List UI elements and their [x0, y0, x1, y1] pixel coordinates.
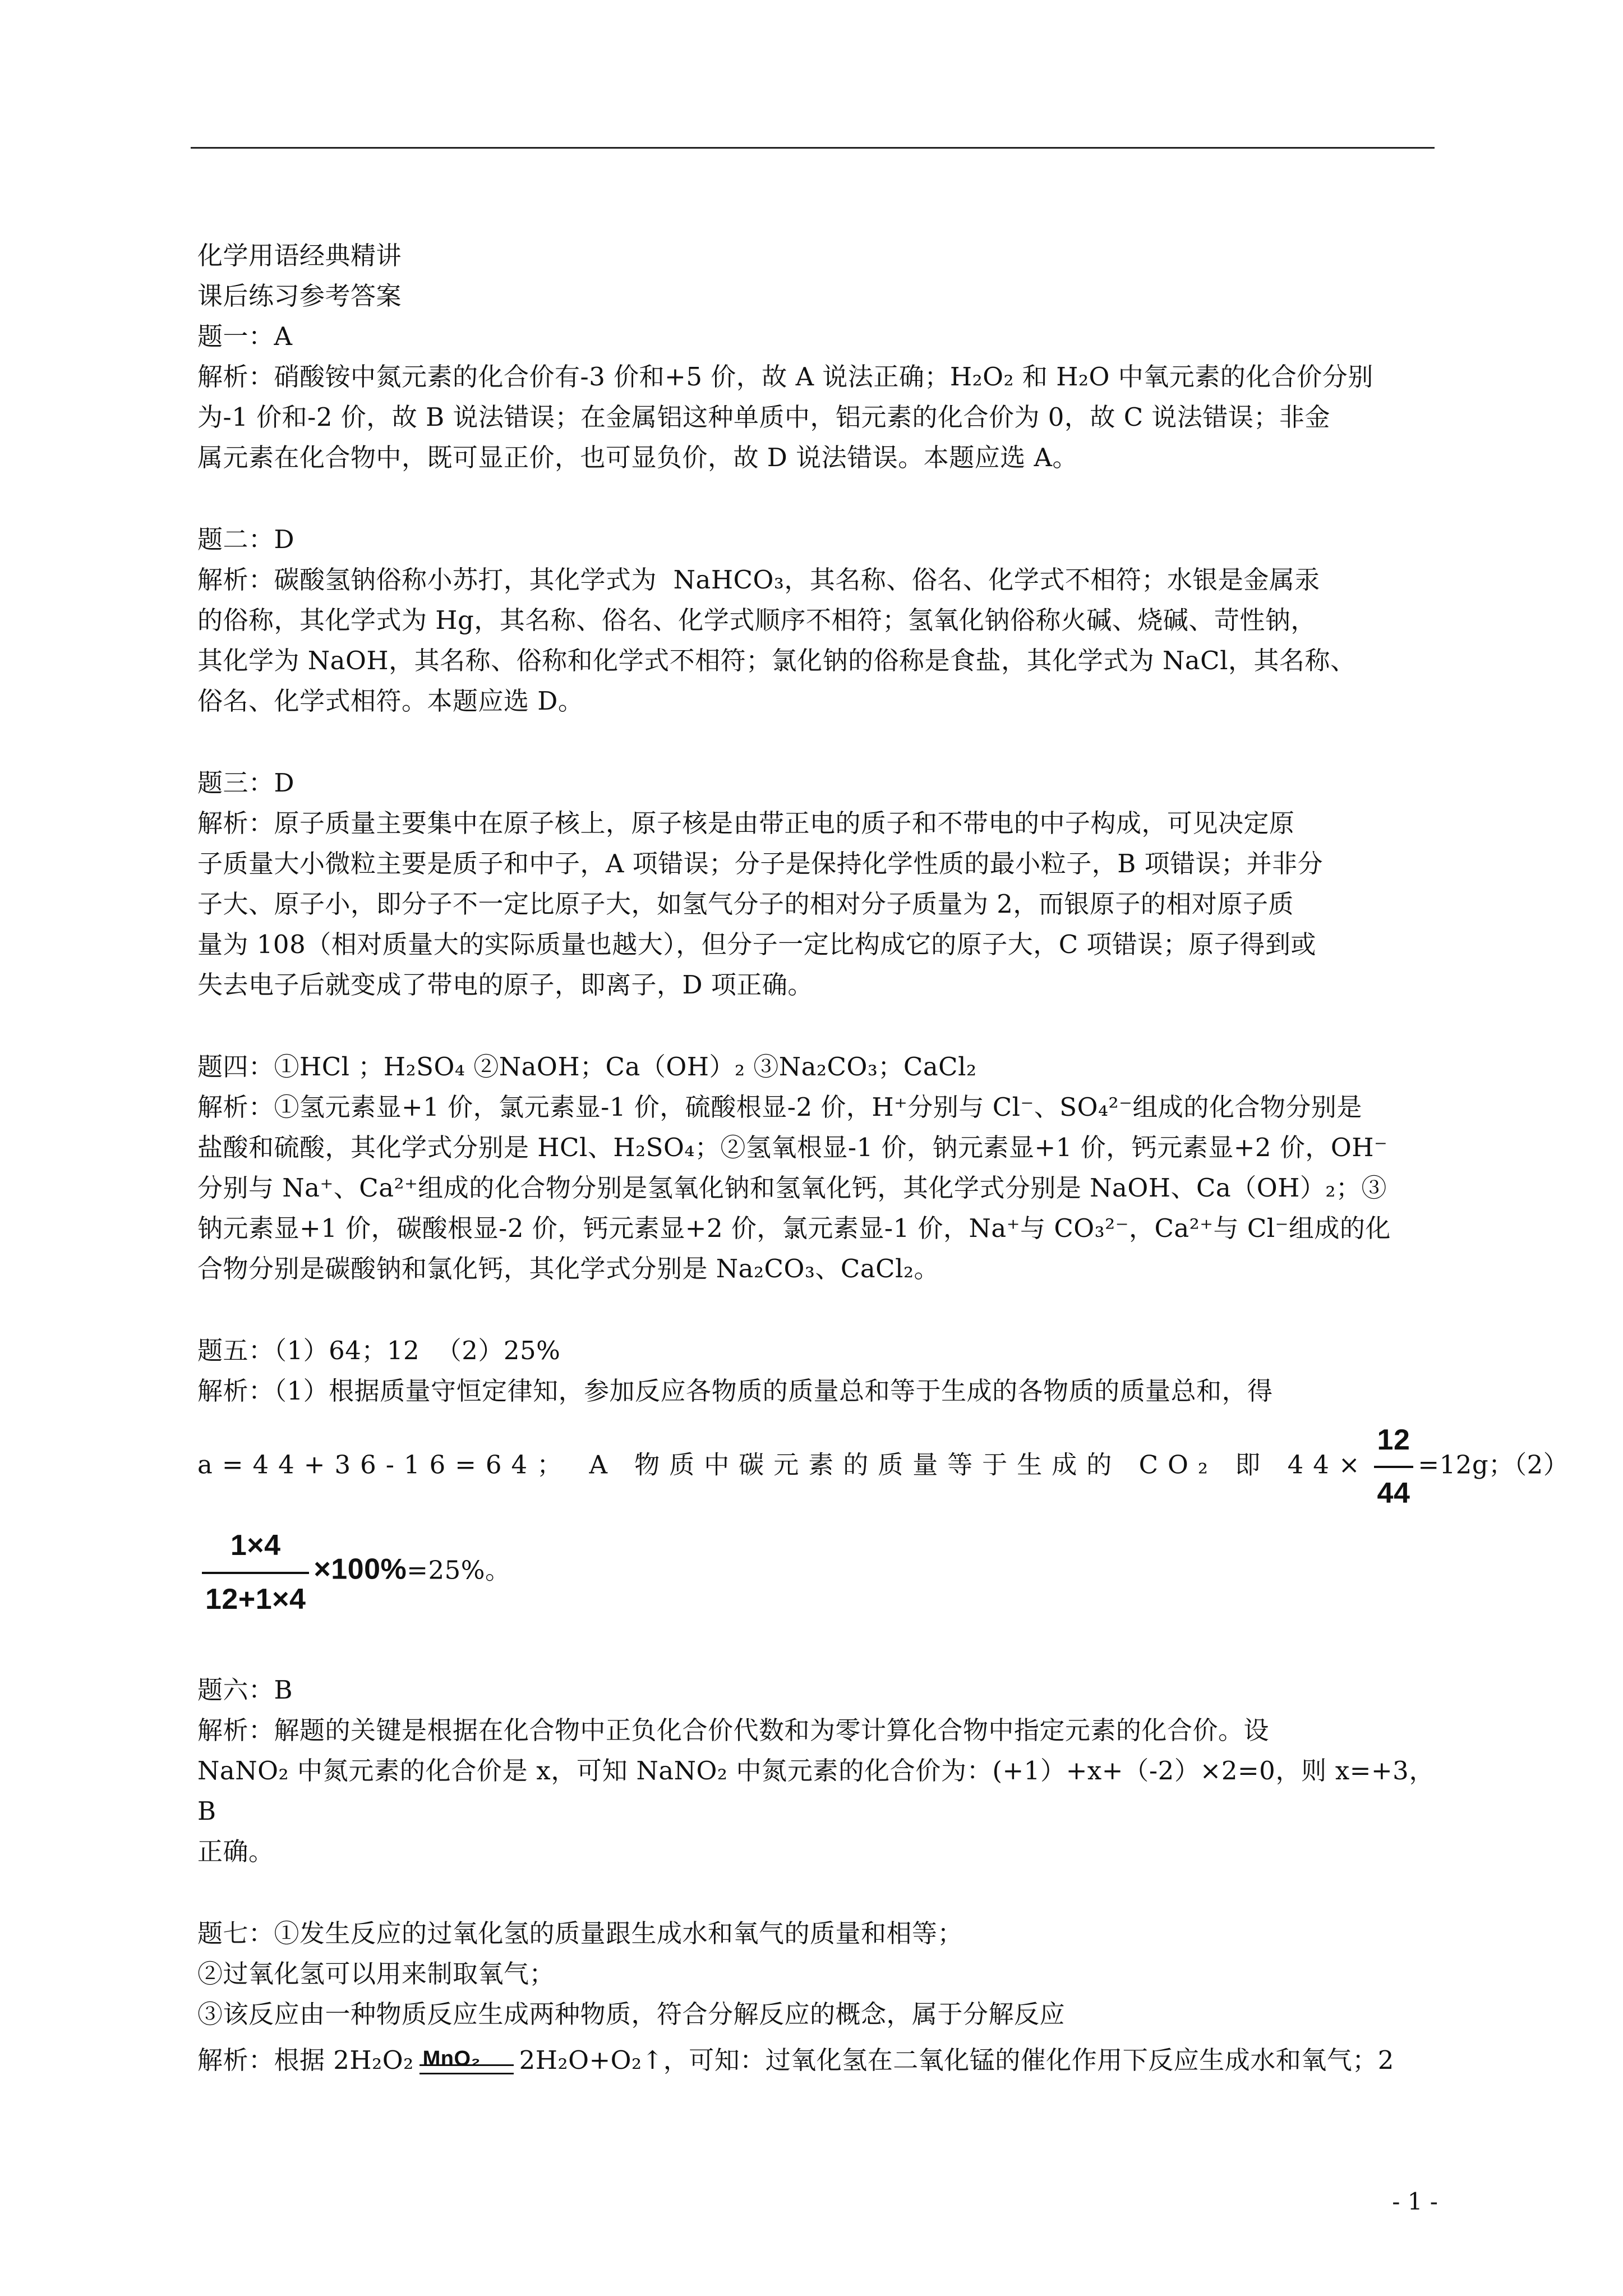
q1-line: 解析：硝酸铵中氮元素的化合价有-3 价和+5 价，故 A 说法正确；H₂O₂ 和 H₂O 中氧元素的化合价分别 [197, 362, 1373, 392]
q1-line: 属元素在化合物中，既可显正价，也可显负价，故 D 说法错误。本题应选 A。 [197, 443, 1078, 472]
q2-line: 俗名、化学式相符。本题应选 D。 [197, 686, 584, 716]
fraction-12-44 [1374, 1417, 1414, 1517]
document-body [197, 236, 1569, 2086]
q6-line: NaNO₂ 中氮元素的化合价是 x，可知 NaNO₂ 中氮元素的化合价为：(+1）+x+（-2）×2=0，则 x=+3，B [197, 1755, 1435, 1826]
q5-answer: 题五：（1）64；12 （2）25% [197, 1336, 561, 1365]
q3-line: 失去电子后就变成了带电的原子，即离子，D 项正确。 [197, 970, 813, 1000]
fraction-denominator: 44 [1377, 1477, 1410, 1510]
header-rule [191, 147, 1435, 149]
q4-line: 钠元素显+1 价，碳酸根显-2 价，钙元素显+2 价，氯元素显-1 价，Na⁺与 CO₃²⁻，Ca²⁺与 Cl⁻组成的化 [197, 1213, 1391, 1243]
q7-analysis-pre: 解析：根据 2H₂O₂ [197, 2045, 414, 2075]
q5-result: =25%。 [407, 1556, 511, 1586]
q6-answer: 题六：B [197, 1674, 293, 1705]
q7-analysis-post: 2H₂O+O₂↑，可知：过氧化氢在二氧化锰的催化作用下反应生成水和氧气；2 [519, 2045, 1394, 2075]
doc-subtitle: 课后练习参考答案 [197, 281, 402, 311]
q7-equation-line [197, 2040, 1435, 2081]
q4-answer: 题四：①HCl ；H₂SO₄ ②NaOH；Ca（OH）₂ ③Na₂CO₃；CaCl₂ [197, 1052, 977, 1082]
q2-answer: 题二：D [197, 524, 295, 554]
q1-line: 为-1 价和-2 价，故 B 说法错误；在金属铝这种单质中，铝元素的化合价为 0，故 C 说法错误；非金 [197, 402, 1330, 432]
reaction-arrow [419, 2045, 514, 2079]
q2-line: 解析：碳酸氢钠俗称小苏打，其化学式为 NaHCO₃，其名称、俗名、化学式不相符；水银是金属汞 [197, 565, 1320, 595]
fraction-denominator: 12+1×4 [205, 1582, 306, 1616]
q5-line: 解析：（1）根据质量守恒定律知，参加反应各物质的质量总和等于生成的各物质的质量总和，得 [197, 1376, 1273, 1406]
q2-line: 的俗称，其化学式为 Hg，其名称、俗名、化学式顺序不相符；氢氧化钠俗称火碱、烧碱、苛性钠， [197, 605, 1316, 635]
q3-line: 解析：原子质量主要集中在原子核上，原子核是由带正电的质子和不带电的中子构成，可见决定原 [197, 808, 1295, 838]
fraction-numerator: 1×4 [202, 1522, 309, 1573]
page-number: - 1 - [1392, 2188, 1438, 2215]
fraction-mass-ratio [202, 1522, 309, 1622]
catalyst-label: MnO₂ [422, 2047, 481, 2071]
q5-formula-line [197, 1417, 1569, 1517]
q4-line: 解析：①氢元素显+1 价，氯元素显-1 价，硫酸根显-2 价，H⁺分别与 Cl⁻、SO₄²⁻组成的化合物分别是 [197, 1092, 1362, 1122]
q1-answer: 题一：A [197, 321, 293, 351]
q7-line: ②过氧化氢可以用来制取氧气； [197, 1958, 555, 1989]
q6-line: 解析：解题的关键是根据在化合物中正负化合价代数和为零计算化合物中指定元素的化合价。设 [197, 1715, 1270, 1745]
q5-formula-line-2 [197, 1522, 1435, 1622]
q6-line: 正确。 [197, 1836, 274, 1866]
q3-line: 子大、原子小，即分子不一定比原子大，如氢气分子的相对分子质量为 2，而银原子的相对原子质 [197, 889, 1294, 919]
q4-line: 分别与 Na⁺、Ca²⁺组成的化合物分别是氢氧化钠和氢氧化钙，其化学式分别是 NaOH、Ca（OH）₂；③ [197, 1173, 1387, 1203]
q5-line2-tail: =12g；（2） [1418, 1450, 1569, 1480]
fraction-numerator: 12 [1374, 1417, 1414, 1468]
q3-line: 子质量大小微粒主要是质子和中子，A 项错误；分子是保持化学性质的最小粒子，B 项错误；并非分 [197, 849, 1324, 878]
doc-title: 化学用语经典精讲 [197, 241, 402, 270]
equals-arrow-icon [419, 2064, 514, 2074]
q7-line: ③该反应由一种物质反应生成两种物质，符合分解反应的概念，属于分解反应 [197, 1999, 1066, 2029]
q4-line: 合物分别是碳酸钠和氯化钙，其化学式分别是 Na₂CO₃、CaCl₂。 [197, 1254, 940, 1283]
q3-line: 量为 108（相对质量大的实际质量也越大），但分子一定比构成它的原子大，C 项错误；原子得到或 [197, 930, 1316, 959]
times-100-percent: ×100% [313, 1553, 407, 1586]
q5-line2-text: a=44+36-16=64； A 物质中碳元素的质量等于生成的 CO₂ 即 44× [197, 1450, 1370, 1480]
q3-answer: 题三：D [197, 768, 295, 798]
q7-line: 题七：①发生反应的过氧化氢的质量跟生成水和氧气的质量和相等； [197, 1918, 963, 1948]
q4-line: 盐酸和硫酸，其化学式分别是 HCl、H₂SO₄；②氢氧根显-1 价，钠元素显+1 价，钙元素显+2 价，OH⁻ [197, 1133, 1388, 1162]
q2-line: 其化学为 NaOH，其名称、俗称和化学式不相符；氯化钠的俗称是食盐，其化学式为 NaCl，其名称、 [197, 646, 1356, 675]
